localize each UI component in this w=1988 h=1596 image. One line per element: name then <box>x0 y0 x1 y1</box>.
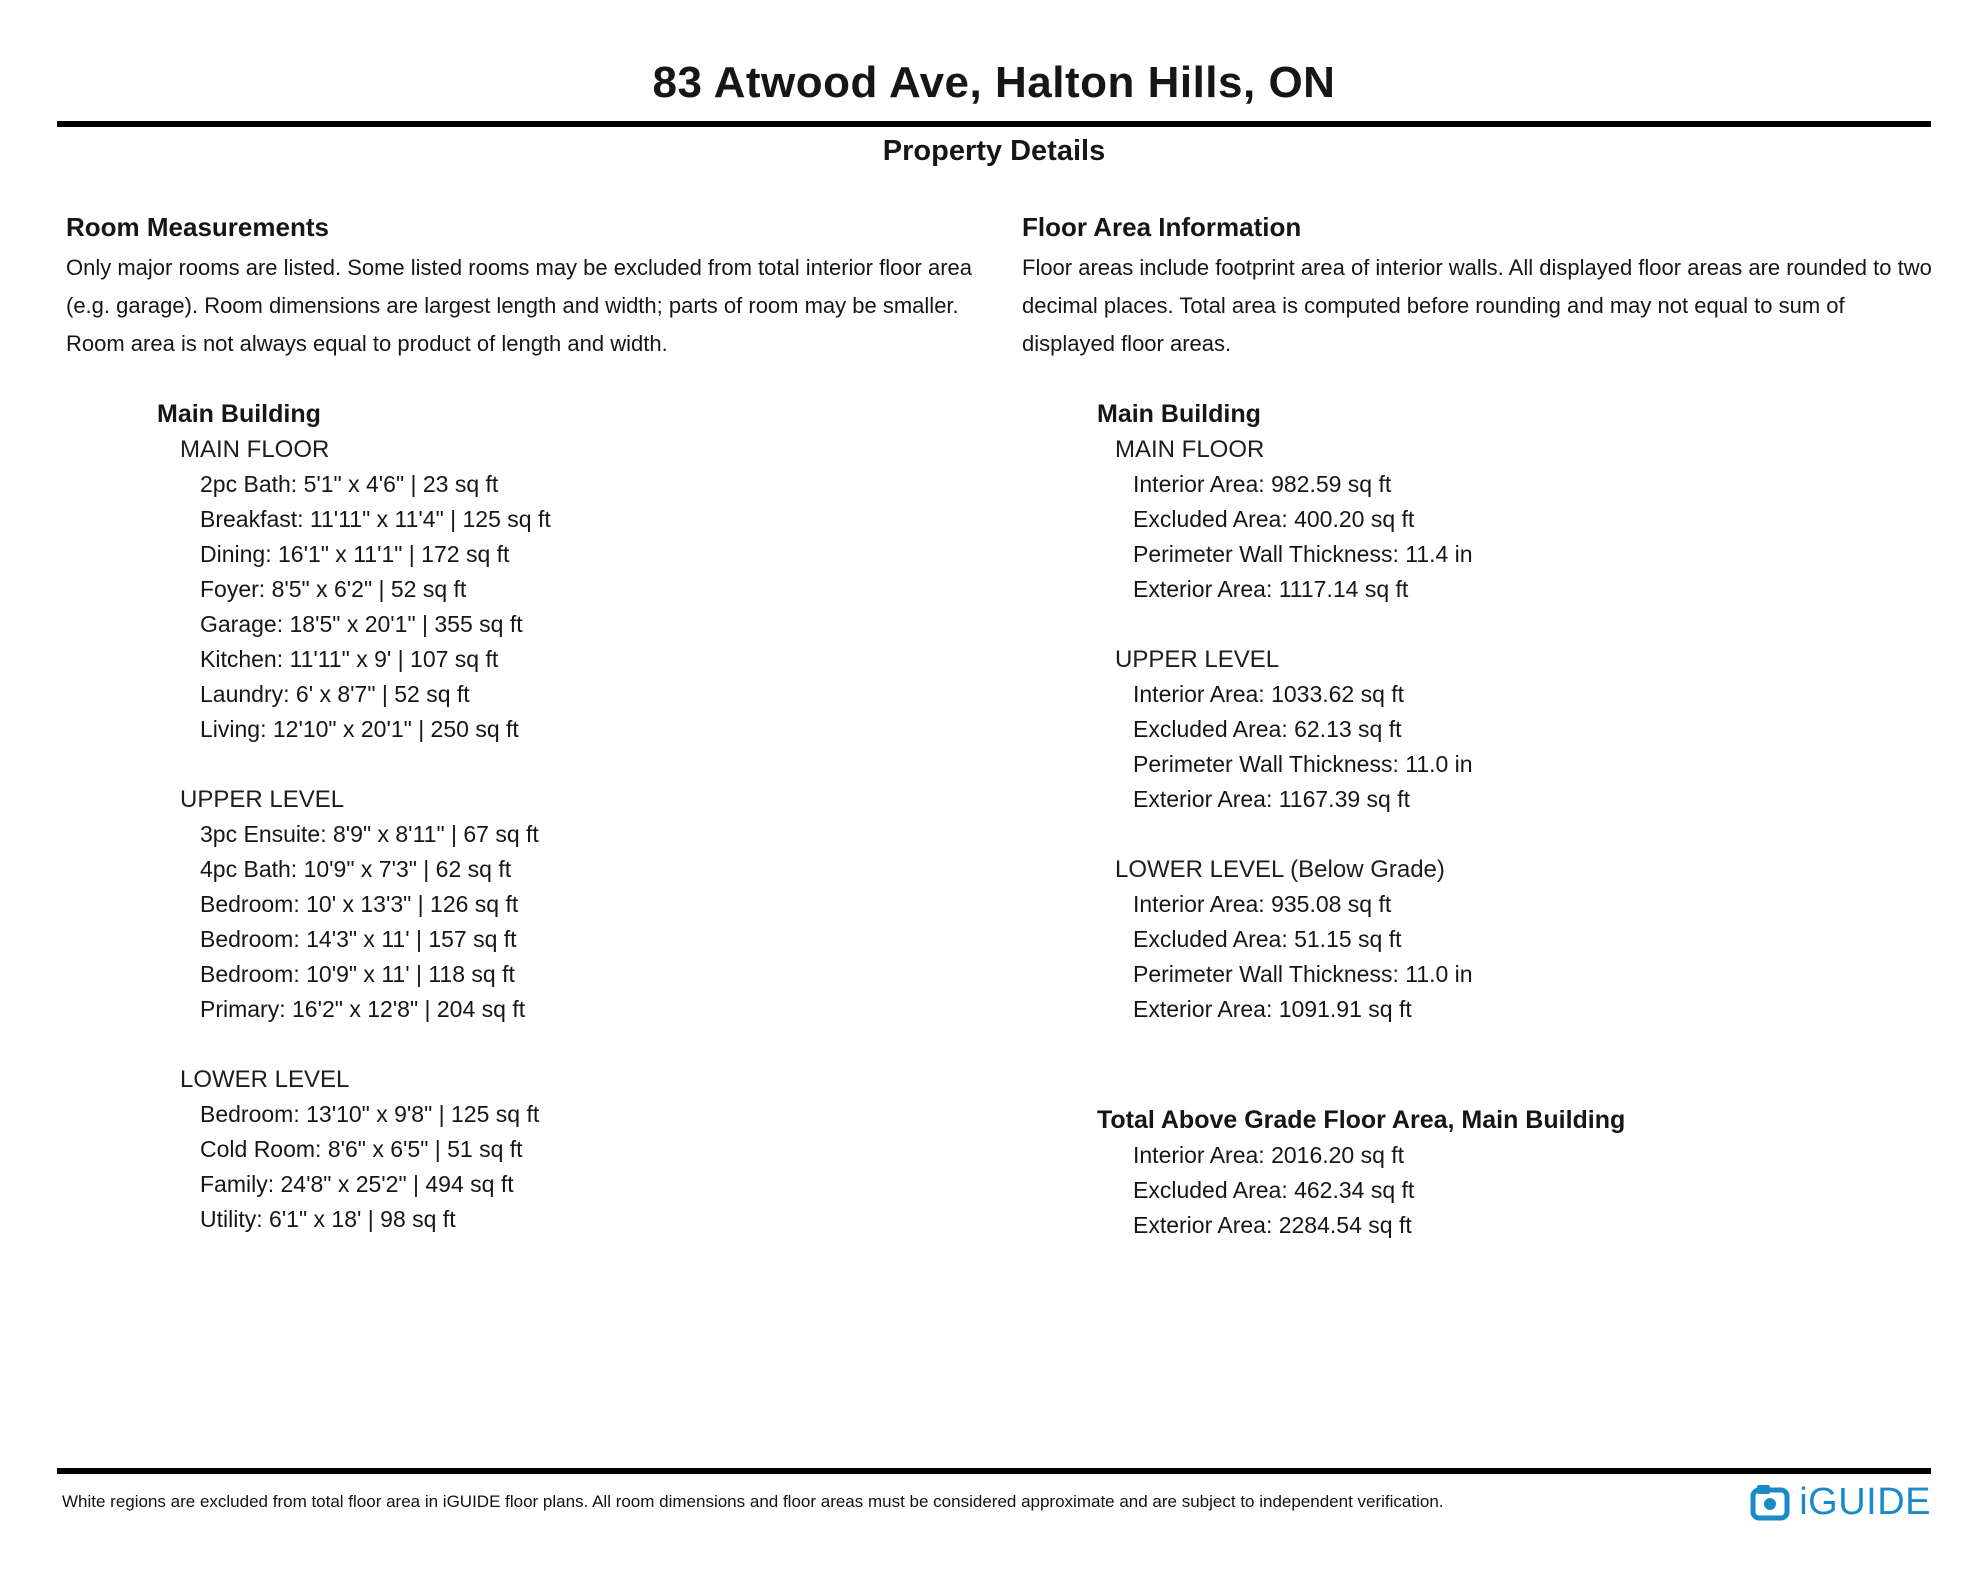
room-item: Bedroom: 14'3" x 11' | 157 sq ft <box>200 926 517 952</box>
level-main-floor-areas <box>1022 432 1942 607</box>
room-item: Foyer: 8'5" x 6'2" | 52 sq ft <box>200 576 467 602</box>
level-name: LOWER LEVEL <box>180 1066 350 1093</box>
stat-item: Exterior Area: 1167.39 sq ft <box>1133 786 1411 812</box>
level-name: MAIN FLOOR <box>180 436 330 463</box>
stat-item: Excluded Area: 62.13 sq ft <box>1133 716 1402 742</box>
stat-item: Exterior Area: 1117.14 sq ft <box>1133 576 1409 602</box>
level-name: LOWER LEVEL (Below Grade) <box>1115 856 1445 883</box>
room-measurements-heading: Room Measurements <box>66 212 329 242</box>
room-list <box>66 1097 1022 1237</box>
title-divider <box>57 121 1931 127</box>
total-above-grade-block <box>1022 1103 1942 1243</box>
floor-area-information-heading: Floor Area Information <box>1022 212 1302 242</box>
room-list <box>66 817 1022 1027</box>
stat-item: Perimeter Wall Thickness: 11.0 in <box>1133 961 1473 987</box>
room-item: Bedroom: 10' x 13'3" | 126 sq ft <box>200 891 519 917</box>
stat-item: Excluded Area: 400.20 sq ft <box>1133 506 1415 532</box>
stat-item: Interior Area: 982.59 sq ft <box>1133 471 1392 497</box>
room-item: 2pc Bath: 5'1" x 4'6" | 23 sq ft <box>200 471 499 497</box>
level-name: UPPER LEVEL <box>180 786 345 813</box>
page-footer <box>0 1468 1988 1522</box>
level-upper-level-areas <box>1022 642 1942 817</box>
total-stat-list <box>1022 1138 1942 1243</box>
page-title: 83 Atwood Ave, Halton Hills, ON <box>652 58 1336 107</box>
stat-item: Interior Area: 935.08 sq ft <box>1133 891 1392 917</box>
level-lower-level <box>66 1062 1022 1237</box>
room-item: Laundry: 6' x 8'7" | 52 sq ft <box>200 681 470 707</box>
stat-item: Perimeter Wall Thickness: 11.4 in <box>1133 541 1473 567</box>
total-above-grade-heading: Total Above Grade Floor Area, Main Building <box>1097 1106 1626 1134</box>
floor-area-information-section <box>1022 212 1942 1243</box>
room-item: Primary: 16'2" x 12'8" | 204 sq ft <box>200 996 526 1022</box>
level-main-floor <box>66 432 1022 747</box>
stat-list <box>1022 887 1942 1027</box>
property-details-page <box>0 58 1988 1523</box>
floor-area-information-intro: Floor areas include footprint area of interior walls. All displayed floor areas are rounded to two decimal places. Total area is computed before rounding and may not equal to sum of displayed floor areas. <box>1022 255 1932 356</box>
room-item: Cold Room: 8'6" x 6'5" | 51 sq ft <box>200 1136 523 1162</box>
room-measurements-intro: Only major rooms are listed. Some listed rooms may be excluded from total interior floor area (e.g. garage). Room dimensions are largest length and width; parts of room may be smaller. Room area is not always equal to product of length and width. <box>66 255 973 356</box>
iguide-logo-text: iGUIDE <box>1799 1481 1931 1523</box>
room-item: Family: 24'8" x 25'2" | 494 sq ft <box>200 1171 514 1197</box>
stat-item: Interior Area: 2016.20 sq ft <box>1133 1142 1405 1168</box>
footer-divider <box>57 1468 1931 1474</box>
room-list <box>66 467 1022 747</box>
room-item: 3pc Ensuite: 8'9" x 8'11" | 67 sq ft <box>200 821 539 847</box>
level-name: UPPER LEVEL <box>1115 646 1280 673</box>
camera-icon <box>1750 1483 1790 1521</box>
room-item: Living: 12'10" x 20'1" | 250 sq ft <box>200 716 519 742</box>
room-item: Kitchen: 11'11" x 9' | 107 sq ft <box>200 646 499 672</box>
footer-disclaimer: White regions are excluded from total floor area in iGUIDE floor plans. All room dimensions and floor areas must be considered approximate and are subject to independent verification. <box>62 1492 1444 1511</box>
stat-item: Perimeter Wall Thickness: 11.0 in <box>1133 751 1473 777</box>
room-item: Breakfast: 11'11" x 11'4" | 125 sq ft <box>200 506 551 532</box>
level-lower-level-areas <box>1022 852 1942 1027</box>
building-name: Main Building <box>157 400 321 428</box>
room-measurements-section <box>66 212 1022 1243</box>
page-subtitle: Property Details <box>882 135 1106 167</box>
footer-row <box>62 1482 1931 1522</box>
iguide-logo <box>1750 1482 1931 1522</box>
stat-item: Exterior Area: 1091.91 sq ft <box>1133 996 1412 1022</box>
content-columns <box>66 212 1988 1243</box>
stat-item: Excluded Area: 51.15 sq ft <box>1133 926 1402 952</box>
level-upper-level <box>66 782 1022 1027</box>
room-item: Bedroom: 13'10" x 9'8" | 125 sq ft <box>200 1101 540 1127</box>
stat-list <box>1022 677 1942 817</box>
stat-list <box>1022 467 1942 607</box>
room-item: Utility: 6'1" x 18' | 98 sq ft <box>200 1206 456 1232</box>
building-name: Main Building <box>1097 400 1261 428</box>
room-item: Bedroom: 10'9" x 11' | 118 sq ft <box>200 961 515 987</box>
room-item: Dining: 16'1" x 11'1" | 172 sq ft <box>200 541 510 567</box>
room-item: 4pc Bath: 10'9" x 7'3" | 62 sq ft <box>200 856 512 882</box>
stat-item: Interior Area: 1033.62 sq ft <box>1133 681 1405 707</box>
stat-item: Exterior Area: 2284.54 sq ft <box>1133 1212 1412 1238</box>
level-name: MAIN FLOOR <box>1115 436 1265 463</box>
stat-item: Excluded Area: 462.34 sq ft <box>1133 1177 1415 1203</box>
room-item: Garage: 18'5" x 20'1" | 355 sq ft <box>200 611 523 637</box>
